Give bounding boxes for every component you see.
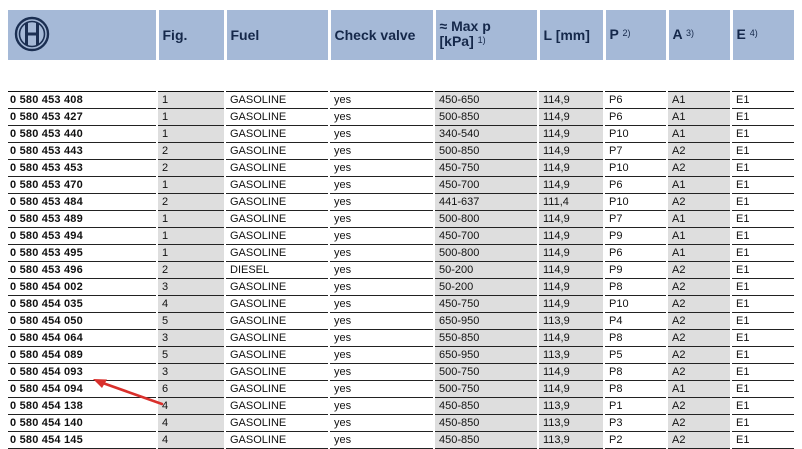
a-value: A1 — [667, 211, 731, 228]
max-pressure-value: 500-800 — [434, 211, 538, 228]
check-valve-value: yes — [329, 381, 434, 398]
table-row — [8, 347, 794, 364]
max-pressure-value: 450-650 — [434, 92, 538, 109]
table-row — [8, 330, 794, 347]
e-value: E1 — [731, 398, 794, 415]
max-pressure-value: 450-750 — [434, 296, 538, 313]
check-valve-value: yes — [329, 245, 434, 262]
p-value: P6 — [604, 177, 667, 194]
e-value: E1 — [731, 245, 794, 262]
fuel-value: GASOLINE — [225, 194, 329, 211]
table-row — [8, 415, 794, 432]
part-number: 0 580 453 453 — [8, 160, 157, 177]
fuel-value: GASOLINE — [225, 109, 329, 126]
e-value: E1 — [731, 415, 794, 432]
table-row — [8, 126, 794, 143]
fig-value: 5 — [157, 347, 225, 364]
length-value: 114,9 — [538, 109, 604, 126]
check-valve-value: yes — [329, 262, 434, 279]
length-value: 114,9 — [538, 296, 604, 313]
e-value: E1 — [731, 126, 794, 143]
check-valve-value: yes — [329, 228, 434, 245]
fuel-value: GASOLINE — [225, 398, 329, 415]
fig-value: 1 — [157, 211, 225, 228]
p-value: P10 — [604, 126, 667, 143]
fig-value: 2 — [157, 160, 225, 177]
table-row — [8, 177, 794, 194]
p-value: P5 — [604, 347, 667, 364]
part-number: 0 580 454 138 — [8, 398, 157, 415]
e-value: E1 — [731, 177, 794, 194]
fuel-value: GASOLINE — [225, 415, 329, 432]
fuel-value: GASOLINE — [225, 330, 329, 347]
a-value: A1 — [667, 92, 731, 109]
max-pressure-value: 441-637 — [434, 194, 538, 211]
part-number: 0 580 454 089 — [8, 347, 157, 364]
a-value: A1 — [667, 245, 731, 262]
max-pressure-value: 450-700 — [434, 177, 538, 194]
fig-value: 3 — [157, 330, 225, 347]
part-number: 0 580 454 050 — [8, 313, 157, 330]
table-row — [8, 296, 794, 313]
max-pressure-value: 50-200 — [434, 262, 538, 279]
length-value: 113,9 — [538, 432, 604, 449]
e-value: E1 — [731, 143, 794, 160]
part-number: 0 580 453 489 — [8, 211, 157, 228]
p-value: P8 — [604, 364, 667, 381]
check-valve-value: yes — [329, 177, 434, 194]
fig-value: 1 — [157, 92, 225, 109]
e-value: E1 — [731, 364, 794, 381]
fuel-value: GASOLINE — [225, 364, 329, 381]
part-number: 0 580 454 140 — [8, 415, 157, 432]
table-row — [8, 262, 794, 279]
header-fig: Fig. — [157, 10, 225, 60]
fig-value: 4 — [157, 415, 225, 432]
p-value: P8 — [604, 381, 667, 398]
length-value: 114,9 — [538, 228, 604, 245]
a-value: A2 — [667, 347, 731, 364]
part-number: 0 580 453 440 — [8, 126, 157, 143]
table-row — [8, 279, 794, 296]
check-valve-value: yes — [329, 160, 434, 177]
table-row — [8, 109, 794, 126]
e-value: E1 — [731, 313, 794, 330]
part-number: 0 580 453 408 — [8, 92, 157, 109]
fuel-value: DIESEL — [225, 262, 329, 279]
red-arrow-icon — [92, 378, 164, 406]
fig-value: 4 — [157, 296, 225, 313]
check-valve-value: yes — [329, 296, 434, 313]
p-value: P7 — [604, 143, 667, 160]
fig-value: 5 — [157, 313, 225, 330]
a-value: A2 — [667, 313, 731, 330]
fig-value: 1 — [157, 126, 225, 143]
fuel-value: GASOLINE — [225, 92, 329, 109]
a-value: A1 — [667, 381, 731, 398]
fuel-value: GASOLINE — [225, 160, 329, 177]
fuel-value: GASOLINE — [225, 211, 329, 228]
check-valve-value: yes — [329, 279, 434, 296]
e-value: E1 — [731, 432, 794, 449]
part-number: 0 580 454 145 — [8, 432, 157, 449]
e-value: E1 — [731, 296, 794, 313]
p-value: P7 — [604, 211, 667, 228]
fig-value: 1 — [157, 177, 225, 194]
fuel-value: GASOLINE — [225, 177, 329, 194]
p-value: P8 — [604, 279, 667, 296]
p-value: P6 — [604, 245, 667, 262]
check-valve-value: yes — [329, 194, 434, 211]
p-value: P6 — [604, 92, 667, 109]
max-pressure-value: 650-950 — [434, 347, 538, 364]
max-pressure-value: 450-750 — [434, 160, 538, 177]
max-pressure-value: 450-850 — [434, 432, 538, 449]
fuel-value: GASOLINE — [225, 313, 329, 330]
p-value: P1 — [604, 398, 667, 415]
fig-value: 1 — [157, 109, 225, 126]
bosch-logo-icon — [14, 16, 50, 55]
fig-value: 2 — [157, 143, 225, 160]
p-value: P6 — [604, 109, 667, 126]
e-value: E1 — [731, 160, 794, 177]
fig-value: 6 — [157, 381, 225, 398]
table-row — [8, 160, 794, 177]
length-value: 113,9 — [538, 398, 604, 415]
length-value: 114,9 — [538, 143, 604, 160]
max-pressure-value: 500-800 — [434, 245, 538, 262]
a-value: A2 — [667, 194, 731, 211]
a-value: A2 — [667, 262, 731, 279]
check-valve-value: yes — [329, 364, 434, 381]
p-value: P8 — [604, 330, 667, 347]
fig-value: 4 — [157, 398, 225, 415]
e-value: E1 — [731, 228, 794, 245]
length-value: 114,9 — [538, 177, 604, 194]
part-number: 0 580 454 093 — [8, 364, 157, 381]
length-value: 113,9 — [538, 415, 604, 432]
e-value: E1 — [731, 194, 794, 211]
max-pressure-value: 450-850 — [434, 398, 538, 415]
p-value: P10 — [604, 160, 667, 177]
header-length: L [mm] — [538, 10, 604, 60]
fig-value: 1 — [157, 245, 225, 262]
part-number: 0 580 453 470 — [8, 177, 157, 194]
max-pressure-value: 500-850 — [434, 143, 538, 160]
p-value: P10 — [604, 296, 667, 313]
length-value: 113,9 — [538, 347, 604, 364]
a-value: A2 — [667, 415, 731, 432]
a-value: A2 — [667, 364, 731, 381]
max-pressure-value: 500-750 — [434, 381, 538, 398]
header-max-pressure: ≈ Max p [kPa] $^{1)}$ — [434, 10, 538, 60]
part-number: 0 580 453 495 — [8, 245, 157, 262]
fig-value: 3 — [157, 364, 225, 381]
check-valve-value: yes — [329, 330, 434, 347]
a-value: A2 — [667, 432, 731, 449]
length-value: 113,9 — [538, 313, 604, 330]
a-value: A1 — [667, 228, 731, 245]
check-valve-value: yes — [329, 143, 434, 160]
length-value: 114,9 — [538, 211, 604, 228]
p-value: P4 — [604, 313, 667, 330]
part-number: 0 580 453 443 — [8, 143, 157, 160]
header-e: E $^{4)}$ — [731, 10, 794, 60]
table-row — [8, 432, 794, 449]
fuel-value: GASOLINE — [225, 228, 329, 245]
fuel-value: GASOLINE — [225, 432, 329, 449]
table-row — [8, 92, 794, 109]
header-logo-cell — [8, 10, 157, 60]
table-header-row — [8, 10, 794, 60]
header-p: P $^{2)}$ — [604, 10, 667, 60]
table-row — [8, 245, 794, 262]
table-row — [8, 228, 794, 245]
max-pressure-value: 450-850 — [434, 415, 538, 432]
length-value: 114,9 — [538, 92, 604, 109]
length-value: 114,9 — [538, 245, 604, 262]
max-pressure-value: 50-200 — [434, 279, 538, 296]
fig-value: 1 — [157, 228, 225, 245]
header-check-valve: Check valve — [329, 10, 434, 60]
check-valve-value: yes — [329, 347, 434, 364]
fuel-value: GASOLINE — [225, 381, 329, 398]
fig-value: 2 — [157, 194, 225, 211]
fuel-value: GASOLINE — [225, 143, 329, 160]
p-value: P9 — [604, 262, 667, 279]
e-value: E1 — [731, 92, 794, 109]
check-valve-value: yes — [329, 432, 434, 449]
header-fuel: Fuel — [225, 10, 329, 60]
part-number: 0 580 454 035 — [8, 296, 157, 313]
p-value: P3 — [604, 415, 667, 432]
fuel-value: GASOLINE — [225, 126, 329, 143]
length-value: 114,9 — [538, 160, 604, 177]
fuel-value: GASOLINE — [225, 245, 329, 262]
fuel-value: GASOLINE — [225, 347, 329, 364]
max-pressure-value: 500-750 — [434, 364, 538, 381]
e-value: E1 — [731, 211, 794, 228]
a-value: A2 — [667, 143, 731, 160]
length-value: 114,9 — [538, 381, 604, 398]
a-value: A2 — [667, 279, 731, 296]
part-number: 0 580 453 494 — [8, 228, 157, 245]
p-value: P2 — [604, 432, 667, 449]
max-pressure-value: 500-850 — [434, 109, 538, 126]
fuel-value: GASOLINE — [225, 279, 329, 296]
part-number: 0 580 454 002 — [8, 279, 157, 296]
part-number: 0 580 453 496 — [8, 262, 157, 279]
check-valve-value: yes — [329, 313, 434, 330]
p-value: P10 — [604, 194, 667, 211]
table-row — [8, 211, 794, 228]
check-valve-value: yes — [329, 126, 434, 143]
p-value: P9 — [604, 228, 667, 245]
a-value: A1 — [667, 177, 731, 194]
max-pressure-value: 550-850 — [434, 330, 538, 347]
a-value: A1 — [667, 126, 731, 143]
check-valve-value: yes — [329, 211, 434, 228]
check-valve-value: yes — [329, 415, 434, 432]
e-value: E1 — [731, 109, 794, 126]
max-pressure-value: 650-950 — [434, 313, 538, 330]
a-value: A2 — [667, 296, 731, 313]
length-value: 114,9 — [538, 262, 604, 279]
header-a: A $^{3)}$ — [667, 10, 731, 60]
length-value: 114,9 — [538, 330, 604, 347]
check-valve-value: yes — [329, 109, 434, 126]
e-value: E1 — [731, 262, 794, 279]
max-pressure-value: 450-700 — [434, 228, 538, 245]
a-value: A2 — [667, 398, 731, 415]
e-value: E1 — [731, 330, 794, 347]
length-value: 114,9 — [538, 364, 604, 381]
check-valve-value: yes — [329, 398, 434, 415]
a-value: A1 — [667, 109, 731, 126]
max-pressure-value: 340-540 — [434, 126, 538, 143]
table-row — [8, 313, 794, 330]
part-number: 0 580 453 484 — [8, 194, 157, 211]
e-value: E1 — [731, 381, 794, 398]
e-value: E1 — [731, 347, 794, 364]
fig-value: 3 — [157, 279, 225, 296]
table-row — [8, 194, 794, 211]
fig-value: 4 — [157, 432, 225, 449]
length-value: 111,4 — [538, 194, 604, 211]
a-value: A2 — [667, 330, 731, 347]
e-value: E1 — [731, 279, 794, 296]
fuel-value: GASOLINE — [225, 296, 329, 313]
fig-value: 2 — [157, 262, 225, 279]
part-number: 0 580 454 064 — [8, 330, 157, 347]
part-number: 0 580 453 427 — [8, 109, 157, 126]
length-value: 114,9 — [538, 279, 604, 296]
part-number: 0 580 454 094 — [8, 381, 157, 398]
a-value: A2 — [667, 160, 731, 177]
check-valve-value: yes — [329, 92, 434, 109]
length-value: 114,9 — [538, 126, 604, 143]
table-row — [8, 143, 794, 160]
